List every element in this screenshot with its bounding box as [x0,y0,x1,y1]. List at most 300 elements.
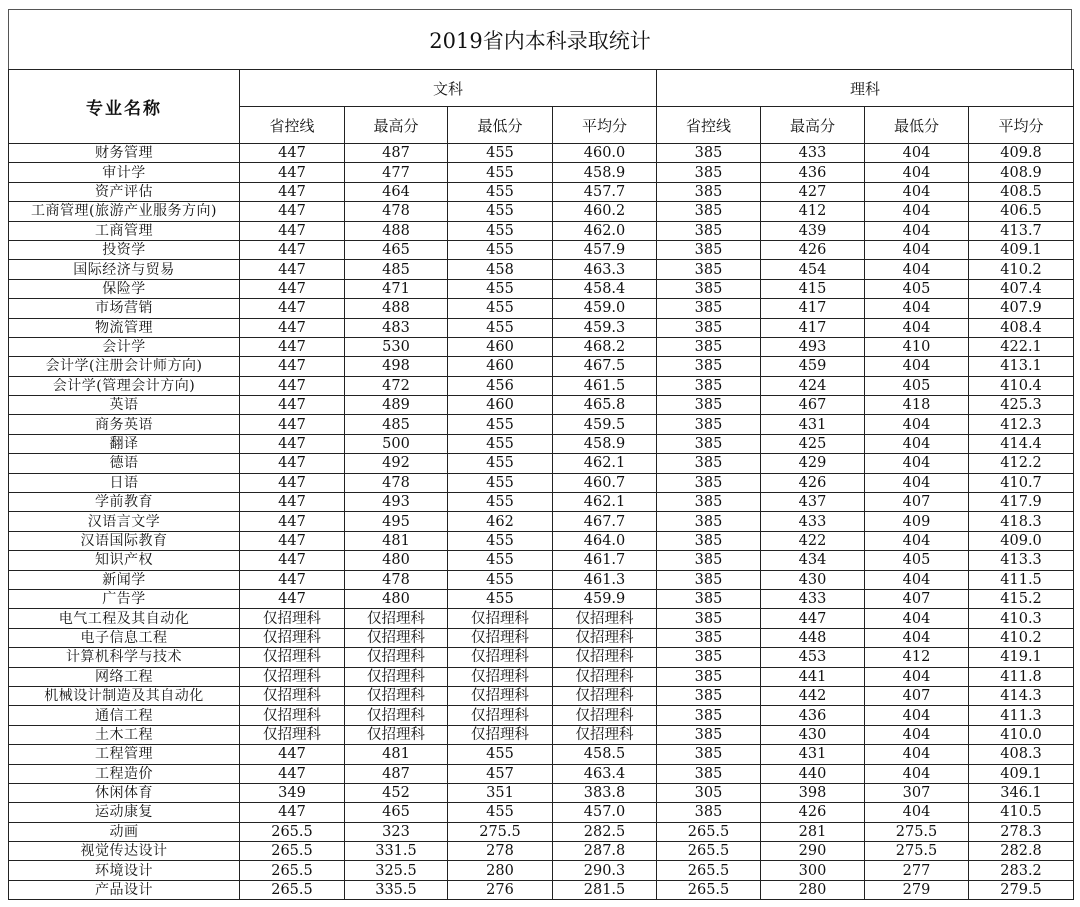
arts-avg-score-cell: 462.1 [553,454,657,473]
major-name-cell: 机械设计制造及其自动化 [9,686,240,705]
science-control-line-cell: 385 [657,493,761,512]
science-max-score-cell: 441 [761,667,865,686]
arts-avg-score-cell: 459.3 [553,318,657,337]
arts-max-score-cell: 477 [345,163,448,182]
arts-max-score-cell: 488 [345,299,448,318]
arts-max-score-cell: 464 [345,182,448,201]
science-avg-score-cell: 415.2 [969,589,1074,608]
arts-avg-score-cell: 仅招理科 [553,628,657,647]
science-max-score-cell: 442 [761,686,865,705]
arts-control-line-cell: 447 [240,473,345,492]
table-row [9,202,1074,221]
arts-max-score-cell: 仅招理科 [345,725,448,744]
arts-control-line-cell: 447 [240,163,345,182]
arts-control-line-cell: 447 [240,240,345,259]
arts-avg-score-cell: 460.0 [553,144,657,163]
arts-avg-score-cell: 282.5 [553,822,657,841]
science-max-score-cell: 426 [761,473,865,492]
major-name-cell: 计算机科学与技术 [9,648,240,667]
science-min-score-cell: 404 [865,299,969,318]
science-avg-score-cell: 412.2 [969,454,1074,473]
arts-avg-score-cell: 459.5 [553,415,657,434]
admission-table [8,69,1074,900]
arts-avg-score-header: 平均分 [553,107,657,144]
science-control-line-cell: 385 [657,182,761,201]
science-control-line-cell: 385 [657,144,761,163]
arts-max-score-cell: 498 [345,357,448,376]
arts-avg-score-cell: 462.1 [553,493,657,512]
science-min-score-cell: 404 [865,260,969,279]
science-control-line-cell: 385 [657,318,761,337]
science-control-line-cell: 385 [657,434,761,453]
science-avg-score-cell: 408.4 [969,318,1074,337]
science-avg-score-cell: 410.0 [969,725,1074,744]
arts-avg-score-cell: 457.0 [553,803,657,822]
arts-min-score-cell: 460 [448,396,553,415]
major-name-cell: 广告学 [9,589,240,608]
arts-min-score-cell: 455 [448,240,553,259]
science-min-score-cell: 404 [865,764,969,783]
arts-control-line-cell: 265.5 [240,822,345,841]
science-control-line-cell: 385 [657,667,761,686]
arts-max-score-cell: 485 [345,415,448,434]
arts-avg-score-cell: 463.3 [553,260,657,279]
arts-control-line-header: 省控线 [240,107,345,144]
arts-min-score-cell: 455 [448,745,553,764]
arts-control-line-cell: 447 [240,260,345,279]
arts-control-line-cell: 447 [240,182,345,201]
science-max-score-cell: 425 [761,434,865,453]
arts-control-line-cell: 447 [240,531,345,550]
science-max-score-cell: 440 [761,764,865,783]
arts-min-score-cell: 仅招理科 [448,706,553,725]
arts-max-score-cell: 465 [345,803,448,822]
major-name-cell: 动画 [9,822,240,841]
science-max-score-cell: 433 [761,589,865,608]
liberal-arts-header: 文科 [240,70,657,107]
arts-control-line-cell: 447 [240,570,345,589]
table-row [9,376,1074,395]
science-min-score-cell: 404 [865,163,969,182]
science-min-score-cell: 407 [865,589,969,608]
science-min-score-cell: 404 [865,434,969,453]
table-row [9,337,1074,356]
table-row [9,221,1074,240]
major-name-cell: 英语 [9,396,240,415]
table-row [9,473,1074,492]
arts-control-line-cell: 447 [240,415,345,434]
major-name-cell: 财务管理 [9,144,240,163]
science-avg-score-cell: 410.2 [969,260,1074,279]
arts-max-score-cell: 452 [345,783,448,802]
arts-control-line-cell: 447 [240,357,345,376]
major-name-cell: 通信工程 [9,706,240,725]
science-max-score-cell: 493 [761,337,865,356]
table-row [9,764,1074,783]
table-row [9,551,1074,570]
arts-max-score-cell: 478 [345,473,448,492]
arts-max-score-cell: 487 [345,144,448,163]
science-avg-score-cell: 407.4 [969,279,1074,298]
science-avg-score-cell: 409.0 [969,531,1074,550]
science-control-line-cell: 385 [657,589,761,608]
table-row [9,357,1074,376]
arts-min-score-cell: 仅招理科 [448,667,553,686]
science-avg-score-cell: 414.3 [969,686,1074,705]
science-min-score-cell: 405 [865,279,969,298]
admission-statistics-document [8,9,1072,900]
arts-avg-score-cell: 仅招理科 [553,609,657,628]
science-avg-score-cell: 278.3 [969,822,1074,841]
science-min-score-cell: 307 [865,783,969,802]
science-max-score-cell: 437 [761,493,865,512]
science-min-score-cell: 404 [865,706,969,725]
science-control-line-cell: 305 [657,783,761,802]
science-max-score-cell: 424 [761,376,865,395]
arts-max-score-cell: 325.5 [345,861,448,880]
major-name-cell: 国际经济与贸易 [9,260,240,279]
major-name-cell: 会计学 [9,337,240,356]
science-max-score-cell: 398 [761,783,865,802]
arts-avg-score-cell: 468.2 [553,337,657,356]
science-control-line-cell: 385 [657,396,761,415]
table-row [9,745,1074,764]
table-row [9,686,1074,705]
arts-control-line-cell: 仅招理科 [240,667,345,686]
table-row [9,628,1074,647]
major-name-cell: 商务英语 [9,415,240,434]
arts-control-line-cell: 265.5 [240,842,345,861]
science-avg-score-cell: 411.3 [969,706,1074,725]
science-max-score-cell: 453 [761,648,865,667]
table-row [9,667,1074,686]
arts-min-score-cell: 455 [448,299,553,318]
table-row [9,706,1074,725]
major-name-header: 专业名称 [9,70,240,144]
major-name-cell: 资产评估 [9,182,240,201]
major-name-cell: 学前教育 [9,493,240,512]
arts-avg-score-cell: 457.7 [553,182,657,201]
science-min-score-cell: 418 [865,396,969,415]
arts-max-score-cell: 500 [345,434,448,453]
arts-max-score-cell: 仅招理科 [345,667,448,686]
arts-max-score-cell: 331.5 [345,842,448,861]
arts-min-score-cell: 460 [448,337,553,356]
science-min-score-cell: 404 [865,415,969,434]
major-name-cell: 电子信息工程 [9,628,240,647]
science-control-line-cell: 385 [657,473,761,492]
science-min-score-cell: 405 [865,551,969,570]
science-control-line-cell: 385 [657,764,761,783]
arts-min-score-cell: 仅招理科 [448,725,553,744]
arts-max-score-cell: 495 [345,512,448,531]
arts-control-line-cell: 447 [240,589,345,608]
table-row [9,783,1074,802]
science-control-line-cell: 385 [657,628,761,647]
science-avg-score-cell: 410.5 [969,803,1074,822]
arts-min-score-cell: 457 [448,764,553,783]
arts-avg-score-cell: 仅招理科 [553,706,657,725]
major-name-cell: 休闲体育 [9,783,240,802]
science-max-score-cell: 426 [761,240,865,259]
major-name-cell: 日语 [9,473,240,492]
science-min-score-cell: 410 [865,337,969,356]
science-min-score-cell: 404 [865,609,969,628]
science-max-score-cell: 290 [761,842,865,861]
science-control-line-cell: 385 [657,415,761,434]
arts-min-score-cell: 455 [448,551,553,570]
science-max-score-cell: 433 [761,512,865,531]
page-title: 2019省内本科录取统计 [8,9,1072,69]
arts-max-score-cell: 478 [345,570,448,589]
major-name-cell: 工程管理 [9,745,240,764]
arts-control-line-cell: 447 [240,376,345,395]
science-avg-score-cell: 282.8 [969,842,1074,861]
arts-max-score-cell: 480 [345,589,448,608]
arts-min-score-cell: 280 [448,861,553,880]
table-row [9,531,1074,550]
science-avg-score-cell: 411.8 [969,667,1074,686]
science-avg-score-cell: 411.5 [969,570,1074,589]
arts-avg-score-cell: 461.3 [553,570,657,589]
science-avg-score-cell: 410.7 [969,473,1074,492]
science-control-line-cell: 385 [657,202,761,221]
arts-min-score-cell: 455 [448,803,553,822]
arts-control-line-cell: 265.5 [240,880,345,899]
science-min-score-cell: 404 [865,182,969,201]
arts-max-score-cell: 仅招理科 [345,609,448,628]
science-min-score-cell: 404 [865,144,969,163]
science-min-score-cell: 404 [865,628,969,647]
table-row [9,725,1074,744]
science-avg-score-cell: 418.3 [969,512,1074,531]
major-name-cell: 工商管理 [9,221,240,240]
arts-avg-score-cell: 464.0 [553,531,657,550]
arts-avg-score-cell: 462.0 [553,221,657,240]
science-min-score-cell: 404 [865,725,969,744]
science-header: 理科 [657,70,1074,107]
science-control-line-cell: 385 [657,163,761,182]
table-row [9,279,1074,298]
arts-avg-score-cell: 仅招理科 [553,648,657,667]
science-max-score-cell: 459 [761,357,865,376]
science-avg-score-cell: 409.1 [969,240,1074,259]
arts-min-score-cell: 455 [448,531,553,550]
arts-min-score-cell: 462 [448,512,553,531]
arts-avg-score-cell: 281.5 [553,880,657,899]
arts-max-score-cell: 465 [345,240,448,259]
science-max-score-cell: 436 [761,706,865,725]
arts-min-score-cell: 460 [448,357,553,376]
major-name-cell: 环境设计 [9,861,240,880]
arts-min-score-cell: 455 [448,202,553,221]
arts-min-score-cell: 455 [448,415,553,434]
table-row [9,880,1074,899]
arts-avg-score-cell: 383.8 [553,783,657,802]
table-row [9,803,1074,822]
science-control-line-cell: 385 [657,337,761,356]
arts-control-line-cell: 仅招理科 [240,686,345,705]
arts-min-score-cell: 455 [448,163,553,182]
major-name-cell: 电气工程及其自动化 [9,609,240,628]
arts-control-line-cell: 447 [240,144,345,163]
science-max-score-cell: 412 [761,202,865,221]
arts-max-score-cell: 485 [345,260,448,279]
science-min-score-cell: 404 [865,202,969,221]
science-max-score-cell: 415 [761,279,865,298]
science-max-score-cell: 422 [761,531,865,550]
table-row [9,144,1074,163]
science-control-line-cell: 385 [657,551,761,570]
arts-min-score-cell: 仅招理科 [448,686,553,705]
arts-min-score-cell: 455 [448,144,553,163]
arts-avg-score-cell: 仅招理科 [553,686,657,705]
major-name-cell: 翻译 [9,434,240,453]
major-name-cell: 网络工程 [9,667,240,686]
science-control-line-cell: 385 [657,454,761,473]
arts-avg-score-cell: 461.5 [553,376,657,395]
science-max-score-cell: 434 [761,551,865,570]
table-row [9,182,1074,201]
table-row [9,861,1074,880]
arts-control-line-cell: 447 [240,493,345,512]
science-control-line-cell: 385 [657,706,761,725]
arts-avg-score-cell: 463.4 [553,764,657,783]
table-row [9,299,1074,318]
science-avg-score-cell: 422.1 [969,337,1074,356]
arts-avg-score-cell: 459.9 [553,589,657,608]
arts-max-score-cell: 仅招理科 [345,628,448,647]
science-control-line-cell: 385 [657,376,761,395]
science-avg-score-cell: 425.3 [969,396,1074,415]
arts-control-line-cell: 447 [240,551,345,570]
arts-max-score-cell: 481 [345,745,448,764]
science-control-line-cell: 385 [657,531,761,550]
arts-avg-score-cell: 458.4 [553,279,657,298]
science-min-score-cell: 404 [865,454,969,473]
arts-min-score-cell: 455 [448,221,553,240]
arts-control-line-cell: 447 [240,337,345,356]
arts-min-score-cell: 455 [448,434,553,453]
arts-max-score-cell: 488 [345,221,448,240]
arts-control-line-cell: 265.5 [240,861,345,880]
major-name-cell: 投资学 [9,240,240,259]
arts-avg-score-cell: 458.9 [553,434,657,453]
arts-avg-score-cell: 290.3 [553,861,657,880]
arts-min-score-cell: 275.5 [448,822,553,841]
table-row [9,434,1074,453]
science-control-line-cell: 385 [657,609,761,628]
arts-min-score-cell: 455 [448,570,553,589]
science-control-line-cell: 385 [657,745,761,764]
science-avg-score-cell: 408.3 [969,745,1074,764]
arts-control-line-cell: 447 [240,454,345,473]
table-row [9,318,1074,337]
science-min-score-cell: 404 [865,357,969,376]
science-avg-score-cell: 413.1 [969,357,1074,376]
science-min-score-cell: 407 [865,493,969,512]
science-min-score-cell: 412 [865,648,969,667]
table-row [9,163,1074,182]
science-control-line-cell: 385 [657,648,761,667]
arts-avg-score-cell: 459.0 [553,299,657,318]
science-max-score-header: 最高分 [761,107,865,144]
science-avg-score-cell: 279.5 [969,880,1074,899]
arts-max-score-cell: 483 [345,318,448,337]
arts-avg-score-cell: 465.8 [553,396,657,415]
table-row [9,512,1074,531]
science-avg-score-cell: 406.5 [969,202,1074,221]
science-max-score-cell: 417 [761,299,865,318]
major-name-cell: 会计学(管理会计方向) [9,376,240,395]
science-min-score-cell: 404 [865,240,969,259]
major-name-cell: 视觉传达设计 [9,842,240,861]
science-min-score-cell: 404 [865,745,969,764]
table-row [9,454,1074,473]
major-name-cell: 物流管理 [9,318,240,337]
science-max-score-cell: 448 [761,628,865,647]
table-row [9,609,1074,628]
arts-avg-score-cell: 287.8 [553,842,657,861]
science-avg-score-cell: 419.1 [969,648,1074,667]
arts-min-score-cell: 仅招理科 [448,628,553,647]
major-name-cell: 土木工程 [9,725,240,744]
arts-max-score-cell: 仅招理科 [345,706,448,725]
science-max-score-cell: 467 [761,396,865,415]
table-body [9,144,1074,900]
arts-min-score-cell: 455 [448,454,553,473]
science-avg-score-cell: 414.4 [969,434,1074,453]
table-row [9,415,1074,434]
major-name-cell: 审计学 [9,163,240,182]
science-max-score-cell: 300 [761,861,865,880]
arts-max-score-cell: 480 [345,551,448,570]
science-control-line-cell: 265.5 [657,842,761,861]
science-avg-score-cell: 283.2 [969,861,1074,880]
arts-max-score-cell: 仅招理科 [345,686,448,705]
science-min-score-cell: 279 [865,880,969,899]
arts-avg-score-cell: 467.5 [553,357,657,376]
arts-max-score-cell: 489 [345,396,448,415]
table-row [9,570,1074,589]
arts-control-line-cell: 仅招理科 [240,706,345,725]
science-min-score-cell: 404 [865,473,969,492]
table-row [9,589,1074,608]
major-name-cell: 新闻学 [9,570,240,589]
arts-min-score-cell: 455 [448,473,553,492]
science-max-score-cell: 280 [761,880,865,899]
arts-control-line-cell: 447 [240,299,345,318]
arts-avg-score-cell: 458.9 [553,163,657,182]
arts-control-line-cell: 447 [240,803,345,822]
science-max-score-cell: 439 [761,221,865,240]
science-min-score-cell: 404 [865,667,969,686]
major-name-cell: 保险学 [9,279,240,298]
arts-min-score-cell: 276 [448,880,553,899]
arts-max-score-cell: 471 [345,279,448,298]
major-name-cell: 德语 [9,454,240,473]
arts-control-line-cell: 447 [240,221,345,240]
arts-control-line-cell: 仅招理科 [240,725,345,744]
arts-max-score-cell: 493 [345,493,448,512]
arts-control-line-cell: 349 [240,783,345,802]
science-min-score-cell: 277 [865,861,969,880]
science-min-score-cell: 275.5 [865,822,969,841]
science-avg-score-cell: 417.9 [969,493,1074,512]
science-min-score-cell: 404 [865,570,969,589]
arts-control-line-cell: 447 [240,764,345,783]
science-max-score-cell: 281 [761,822,865,841]
